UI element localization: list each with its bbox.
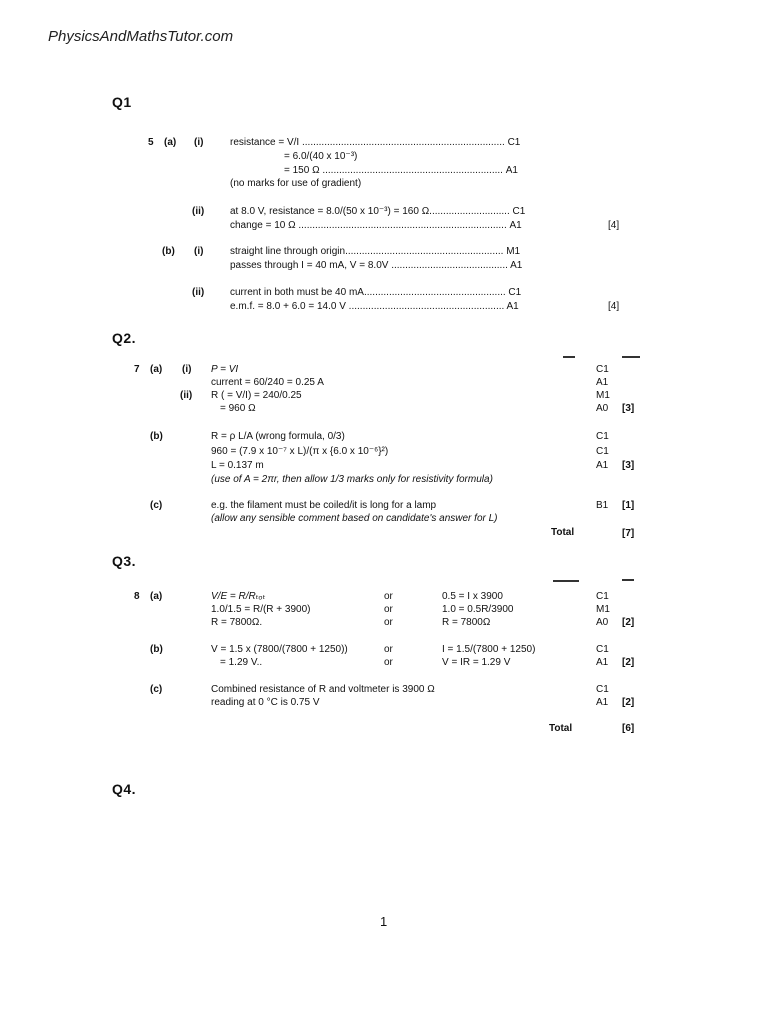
scan-mark <box>553 580 579 582</box>
q3-marks: [2] <box>622 657 635 668</box>
q2-mark-code: B1 <box>596 500 609 511</box>
q2-marks: [3] <box>622 460 635 471</box>
q3-or: or <box>384 617 393 628</box>
q4-heading: Q4. <box>112 781 137 797</box>
q3-or: or <box>384 644 393 655</box>
q2-part-a-ii: (ii) <box>180 390 193 401</box>
q3-line: 1.0 = 0.5R/3900 <box>442 604 514 615</box>
q2-line: e.g. the filament must be coiled/it is long for a lamp <box>211 500 437 511</box>
scan-mark <box>622 356 640 358</box>
q3-heading: Q3. <box>112 553 137 569</box>
q2-mark-code: C1 <box>596 446 609 457</box>
q3-mark-code: M1 <box>596 604 610 615</box>
page-number: 1 <box>380 914 388 929</box>
q2-line: current = 60/240 = 0.25 A <box>211 377 324 388</box>
q3-number: 8 <box>134 591 140 602</box>
q1-line: straight line through origin......................................................... M1 <box>230 246 521 257</box>
q3-line: V = IR = 1.29 V <box>442 657 511 668</box>
q1-line: change = 10 Ω ........................................................................... A1 <box>230 220 522 231</box>
scan-mark <box>563 356 575 358</box>
q3-mark-code: A0 <box>596 617 609 628</box>
q3-line: R = 7800Ω <box>442 617 491 628</box>
q1-part-a-i: (i) <box>194 137 204 148</box>
q3-mark-code: C1 <box>596 684 609 695</box>
q3-line: reading at 0 °C is 0.75 V <box>211 697 320 708</box>
scan-mark <box>622 579 634 581</box>
q2-line: L = 0.137 m <box>211 460 264 471</box>
q3-part-b: (b) <box>150 644 163 655</box>
q3-line: = 1.29 V.. <box>220 657 263 668</box>
q3-line: 0.5 = I x 3900 <box>442 591 503 602</box>
q2-part-a: (a) <box>150 364 163 375</box>
q2-mark-code: C1 <box>596 364 609 375</box>
q2-line: R ( = V/I) = 240/0.25 <box>211 390 302 401</box>
q2-mark-code: M1 <box>596 390 610 401</box>
q2-total-label: Total <box>551 527 575 538</box>
q3-or: or <box>384 591 393 602</box>
q1-line: at 8.0 V, resistance = 8.0/(50 x 10⁻³) = 160 Ω............................. C1 <box>230 206 526 217</box>
q1-line: resistance = V/I ......................................................................... C1 <box>230 137 521 148</box>
q3-mark-code: C1 <box>596 591 609 602</box>
site-name: PhysicsAndMathsTutor.com <box>48 28 234 45</box>
q2-mark-code: A1 <box>596 460 609 471</box>
q2-part-a-i: (i) <box>182 364 192 375</box>
q2-number: 7 <box>134 364 140 375</box>
q1-line: current in both must be 40 mA................................................... C1 <box>230 287 522 298</box>
q3-mark-code: A1 <box>596 657 609 668</box>
q1-line: = 6.0/(40 x 10⁻³) <box>284 151 358 162</box>
q2-part-b: (b) <box>150 431 163 442</box>
q1-part-b: (b) <box>162 246 175 257</box>
q3-marks: [2] <box>622 697 635 708</box>
q3-total-marks: [6] <box>622 723 635 734</box>
q3-line: 1.0/1.5 = R/(R + 3900) <box>211 604 311 615</box>
q2-heading: Q2. <box>112 330 137 346</box>
q3-or: or <box>384 604 393 615</box>
q3-part-a: (a) <box>150 591 163 602</box>
q1-part-b-i: (i) <box>194 246 204 257</box>
q1-number: 5 <box>148 137 154 148</box>
q3-mark-code: C1 <box>596 644 609 655</box>
q1-marks: [4] <box>608 220 620 231</box>
q1-line: = 150 Ω ................................................................. A1 <box>284 165 518 176</box>
q3-line: R = 7800Ω. <box>211 617 263 628</box>
q3-marks: [2] <box>622 617 635 628</box>
q2-line: R = ρ L/A (wrong formula, 0/3) <box>211 431 345 442</box>
q3-mark-code: A1 <box>596 697 609 708</box>
q2-marks: [1] <box>622 500 635 511</box>
q2-mark-code: A1 <box>596 377 609 388</box>
q2-mark-code: C1 <box>596 431 609 442</box>
q3-line: I = 1.5/(7800 + 1250) <box>442 644 536 655</box>
q1-heading: Q1 <box>112 94 132 110</box>
q1-line: e.m.f. = 8.0 + 6.0 = 14.0 V ........................................................ A1 <box>230 301 519 312</box>
q2-line: (use of A = 2πr, then allow 1/3 marks only for resistivity formula) <box>211 474 493 485</box>
q3-line: V/E = R/Rₜₒₜ <box>211 591 266 602</box>
q2-part-c: (c) <box>150 500 163 511</box>
q3-part-c: (c) <box>150 684 163 695</box>
q1-part-a-ii: (ii) <box>192 206 205 217</box>
q2-line: P = VI <box>211 364 239 375</box>
q2-line: 960 = (7.9 x 10⁻⁷ x L)/(π x {6.0 x 10⁻⁶}²) <box>211 446 389 457</box>
q2-line: = 960 Ω <box>220 403 256 414</box>
q1-part-a: (a) <box>164 137 177 148</box>
q1-part-b-ii: (ii) <box>192 287 205 298</box>
q3-or: or <box>384 657 393 668</box>
q3-line: V = 1.5 x (7800/(7800 + 1250)) <box>211 644 348 655</box>
q1-marks: [4] <box>608 301 620 312</box>
q2-total-marks: [7] <box>622 528 635 539</box>
q1-line: passes through I = 40 mA, V = 8.0V .......................................... A1 <box>230 260 523 271</box>
q2-line: (allow any sensible comment based on candidate's answer for L) <box>211 513 498 524</box>
q3-line: Combined resistance of R and voltmeter is 3900 Ω <box>211 684 435 695</box>
q2-mark-code: A0 <box>596 403 609 414</box>
q1-line: (no marks for use of gradient) <box>230 178 362 189</box>
q2-marks: [3] <box>622 403 635 414</box>
q3-total-label: Total <box>549 723 573 734</box>
